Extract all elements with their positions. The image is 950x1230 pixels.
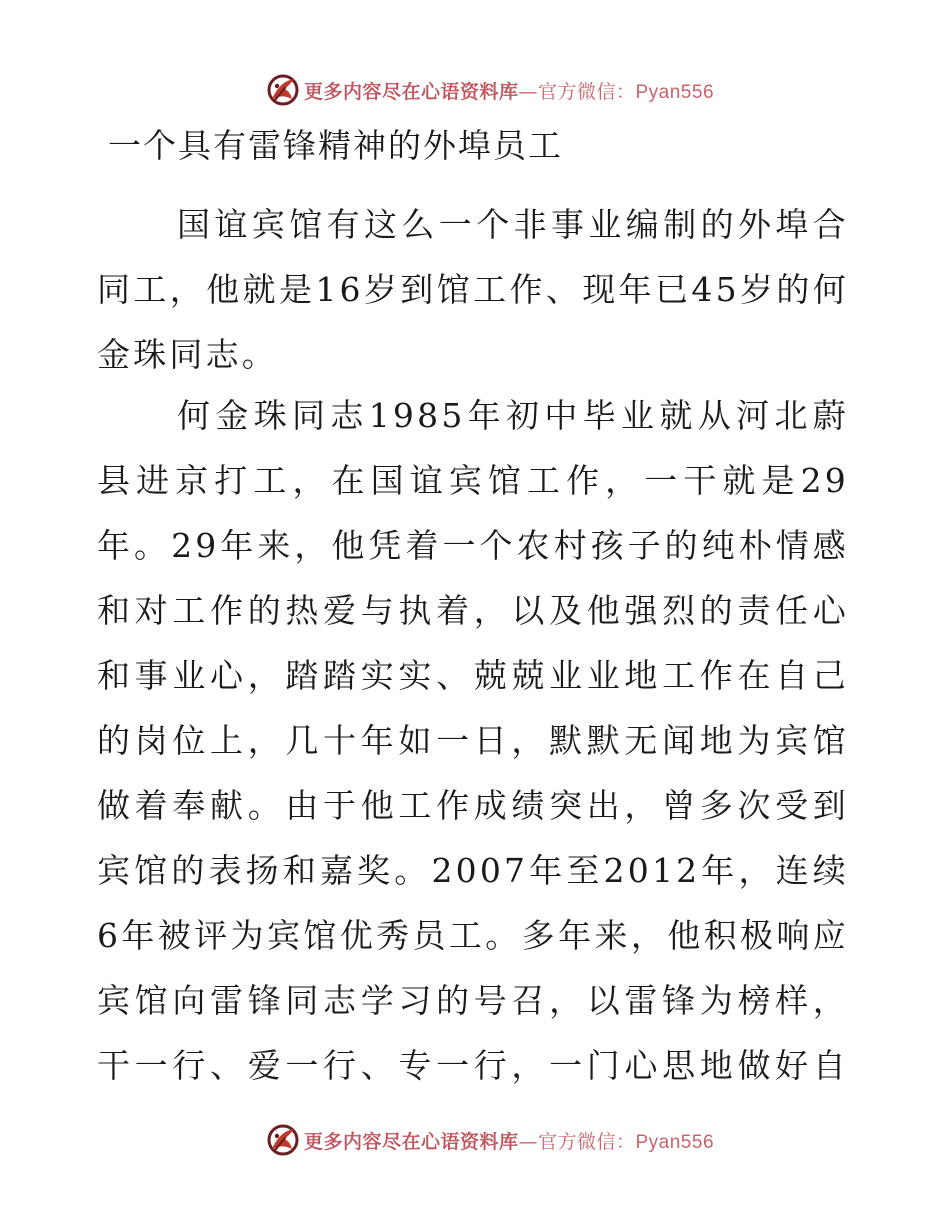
banner-text bbox=[304, 77, 714, 104]
paragraph-1: 国谊宾馆有这么一个非事业编制的外埠合同工，他就是16岁到馆工作、现年已45岁的何金珠同志。 bbox=[97, 205, 849, 374]
banner-official-label: 官方微信： bbox=[537, 1130, 636, 1153]
banner-account-id: Pyan556 bbox=[635, 81, 715, 103]
pen-nib-logo-icon bbox=[266, 1123, 300, 1157]
footer-banner-content bbox=[266, 1123, 714, 1157]
document-title: 一个具有雷锋精神的外埠员工 bbox=[108, 126, 563, 165]
banner-text bbox=[304, 1127, 714, 1154]
banner-strong-text: 更多内容尽在心语资料库 bbox=[303, 1130, 519, 1153]
banner-dash: — bbox=[518, 80, 538, 103]
footer-banner bbox=[0, 1120, 950, 1160]
pen-nib-logo-icon bbox=[266, 73, 300, 107]
banner-strong-text: 更多内容尽在心语资料库 bbox=[303, 80, 519, 103]
banner-official-label: 官方微信： bbox=[537, 80, 636, 103]
banner-account-id: Pyan556 bbox=[635, 1131, 715, 1153]
banner-dash: — bbox=[518, 1130, 538, 1153]
header-banner bbox=[0, 70, 950, 110]
paragraph-2: 何金珠同志1985年初中毕业就从河北蔚县进京打工，在国谊宾馆工作，一干就是29年。29年来，他凭着一个农村孩子的纯朴情感和对工作的热爱与执着，以及他强烈的责任心和事业心，踏踏实实、兢兢业业地工作在自己的岗位上，几十年如一日，默默无闻地为宾馆做着奉献。由于他工作成绩突出，曾多次受到宾馆的表扬和嘉奖。2007年至2012年，连续6年被评为宾馆优秀员工。多年来，他积极响应宾馆向雷锋同志学习的号召，以雷锋为榜样，干一行、爱一行、专一行，一门心思地做好自 bbox=[97, 396, 849, 1085]
header-banner-content bbox=[266, 73, 714, 107]
